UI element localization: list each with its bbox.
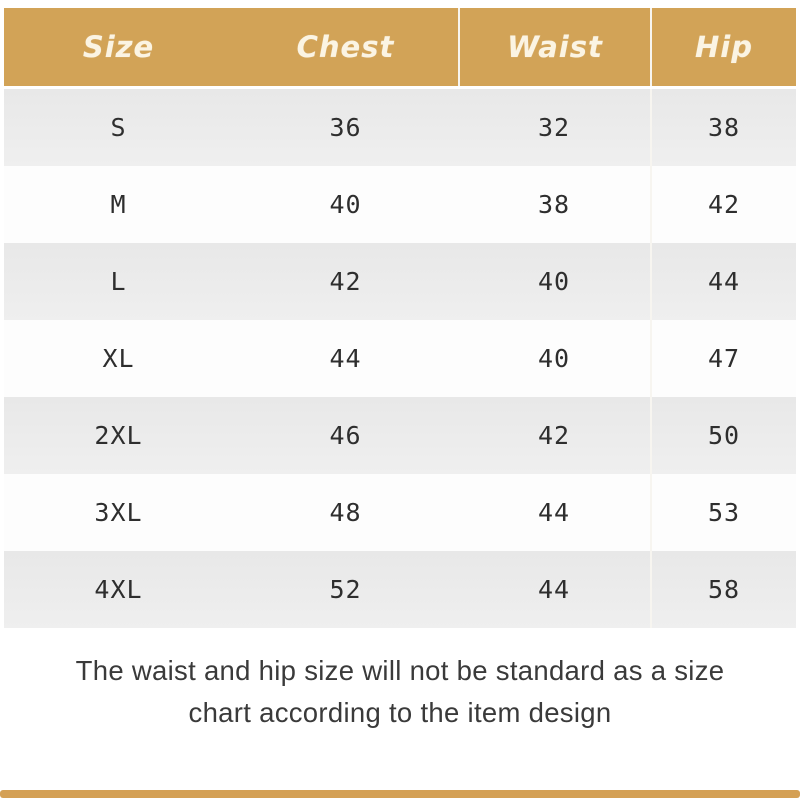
column-header-waist: Waist [458, 8, 650, 86]
chest-cell: 36 [329, 113, 362, 142]
size-note [0, 650, 800, 734]
hip-cell: 38 [650, 89, 796, 166]
hip-cell: 47 [650, 320, 796, 397]
table-row [4, 474, 796, 551]
table-row [4, 320, 796, 397]
chest-cell: 42 [329, 267, 362, 296]
size-cell: 2XL [94, 421, 143, 450]
size-chart-table [4, 8, 796, 628]
waist-cell: 38 [537, 190, 571, 219]
column-header-chest: Chest [296, 30, 395, 64]
size-cell: S [110, 113, 127, 142]
waist-cell: 44 [537, 498, 571, 527]
hip-cell: 44 [650, 243, 796, 320]
column-header-size: Size [82, 30, 155, 64]
hip-cell: 42 [650, 166, 796, 243]
table-row [4, 89, 796, 166]
size-note-line2: chart according to the item design [188, 697, 612, 728]
table-header-row [4, 8, 796, 86]
column-header-hip: Hip [650, 8, 796, 86]
table-row [4, 397, 796, 474]
table-body [4, 89, 796, 628]
size-cell: 3XL [94, 498, 143, 527]
bottom-divider-bar [0, 790, 800, 798]
table-row [4, 166, 796, 243]
waist-cell: 42 [537, 421, 571, 450]
chest-cell: 52 [329, 575, 362, 604]
table-row [4, 551, 796, 628]
waist-cell: 44 [537, 575, 571, 604]
chest-cell: 48 [329, 498, 362, 527]
size-cell: 4XL [94, 575, 143, 604]
waist-cell: 40 [537, 344, 571, 373]
chest-cell: 44 [329, 344, 362, 373]
hip-cell: 50 [650, 397, 796, 474]
chest-cell: 40 [329, 190, 362, 219]
size-cell: XL [102, 344, 135, 373]
size-cell: M [110, 190, 127, 219]
size-cell: L [110, 267, 127, 296]
waist-cell: 32 [537, 113, 571, 142]
waist-cell: 40 [537, 267, 571, 296]
size-note-line1: The waist and hip size will not be standard as a size [75, 655, 725, 686]
table-row [4, 243, 796, 320]
hip-cell: 53 [650, 474, 796, 551]
chest-cell: 46 [329, 421, 362, 450]
hip-cell: 58 [650, 551, 796, 628]
